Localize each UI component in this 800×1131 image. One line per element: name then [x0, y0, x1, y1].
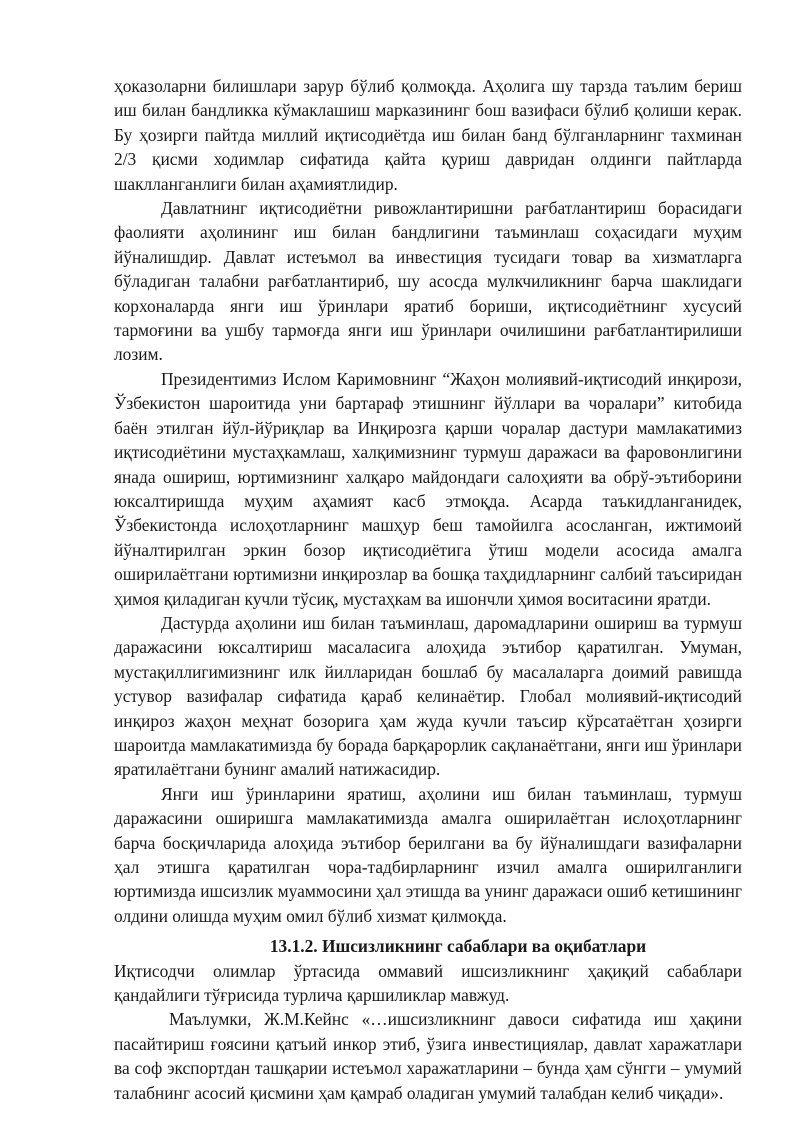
- paragraph-keynes: Маълумки, Ж.М.Кейнс «…ишсизликнинг давоси сифатида иш ҳақини пасайтириш ғоясини қатъий инкор этиб, ўзига инвестициялар, давлат харажатлари ва соф экспортдан ташқарии истеъмол харажатларини – бунда ҳам сўнгги – умумий талабнинг асосий қисмини ҳам қамраб оладиган умумий талабдан келиб чиқади».: [114, 1009, 742, 1103]
- document-page: [114, 74, 742, 1105]
- paragraph-program: Дастурда аҳолини иш билан таъминлаш, даромадларини ошириш ва турмуш даражасини юксалтириш масаласига алоҳида эътибор қаратилган. Умуман, мустақиллигимизнинг илк йилларидан бошлаб бу масалаларга доимий равишда устувор вазифалар сифатида қараб келинаётир. Глобал молиявий-иқтисодий инқироз жаҳон меҳнат бозорига ҳам жуда кучли таъсир кўрсатаётган ҳозирги шароитда мамлакатимизда бу борада барқарорлик сақланаётгани, янги иш ўринлари яратилаётгани бунинг амалий натижасидир.: [114, 612, 742, 780]
- paragraph-new-jobs: Янги иш ўринларини яратиш, аҳолини иш билан таъминлаш, турмуш даражасини оширишга мамлакатимизда амалга оширилаётган ислоҳотларнинг барча босқичларида алоҳида эътибор берилгани ва бу йўналишдаги вазифаларни ҳал этишга қаратилган чора-тадбирларнинг изчил амалга оширилганлиги юртимизда ишсизлик муаммосини ҳал этишда ва унинг даражаси ошиб кетишининг олдини олишда муҳим омил бўлиб хизмат қилмоқда.: [114, 783, 742, 926]
- section-heading: 13.1.2. Ишсизликнинг сабаблари ва оқибатлари: [269, 936, 647, 957]
- paragraph-state-economy: Давлатнинг иқтисодиётни ривожлантиришни рағбатлантириш борасидаги фаолияти аҳолининг иш билан бандлигини таъминлаш соҳасидаги муҳим йўналишдир. Давлат истеъмол ва инвестиция тусидаги товар ва хизматларга бўладиган талабни рағбатлантириб, шу асосда мулкчиликнинг барча шаклидаги корхоналарда янги иш ўринлари яратиб бориши, иқтисодиётнинг хусусий тармоғини ва ушбу тармоғда янги иш ўринлари очилишини рағбатлантирилиши лозим.: [114, 198, 742, 365]
- paragraph-president-book: Президентимиз Ислом Каримовнинг “Жаҳон молиявий-иқтисодий инқирози, Ўзбекистон шароитида уни бартараф этишнинг йўллари ва чоралари” китобида баён этилган йўл-йўриқлар ва Инқирозга қарши чоралар дастури мамлакатимиз иқтисодиётини мустаҳкамлаш, халқимизнинг турмуш даражаси ва фаровонлигини янада ошириш, юртимизнинг халқаро майдондаги салоҳияти ва обрў-эътиборини юксалтиришда муҳим аҳамият касб этмоқда. Асарда таъкидланганидек, Ўзбекистонда ислоҳотларнинг машҳур беш тамойилга асосланган, ижтимоий йўналтирилган эркин бозор иқтисодиётига ўтиш модели асосида амалга оширилаётгани юртимизни инқирозлар ва бошқа таҳдидларнинг салбий таъсиридан ҳимоя қиладиган кучли тўсиқ, мустаҳкам ва ишончли ҳимоя воситасини яратди.: [114, 368, 742, 609]
- paragraph-economists: Иқтисодчи олимлар ўртасида оммавий ишсизликнинг ҳақиқий сабаблари қандайлиги тўғрисида турлича қаршиликлар мавжуд.: [114, 960, 742, 1006]
- paragraph-continuation: ҳоказоларни билишлари зарур бўлиб қолмоқда. Аҳолига шу тарзда таълим бериш иш билан бандликка кўмаклашиш марказининг бош вазифаси бўлиб қолиши керак. Бу ҳозирги пайтда миллий иқтисодиётда иш билан банд бўлганларнинг тахминан 2/3 қисми ходимлар сифатида қайта қуриш давридан олдинги пайтларда шаклланганлиги билан аҳамиятлидир.: [114, 76, 742, 194]
